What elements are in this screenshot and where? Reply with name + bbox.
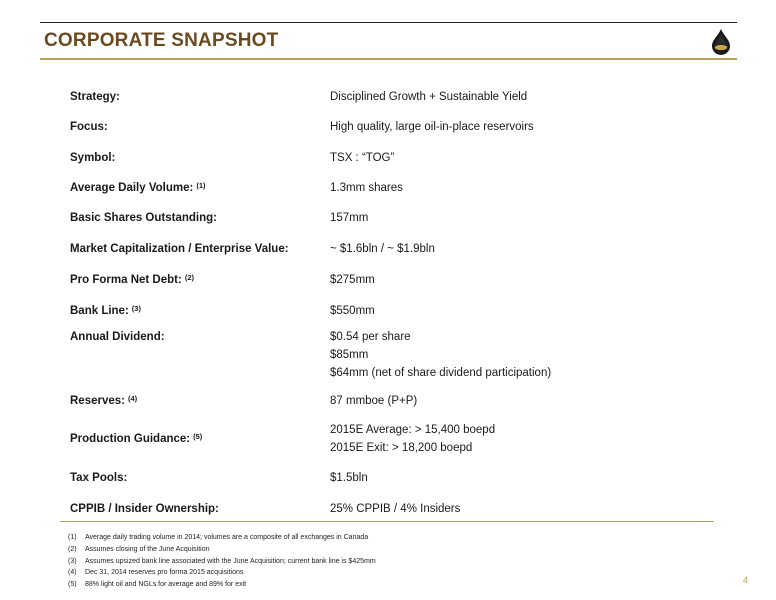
snapshot-label (70, 430, 202, 448)
snapshot-label-text: Market Capitalization / Enterprise Value: (70, 243, 289, 255)
footnote-text: Dec 31, 2014 reserves pro forma 2015 acquisitions (85, 569, 244, 577)
snapshot-label-text: Symbol: (70, 152, 116, 164)
snapshot-value-line: 87 mmboe (P+P) (330, 395, 418, 407)
snapshot-value-line: 2015E Average: > 15,400 boepd (330, 424, 496, 436)
snapshot-value-line: 157mm (330, 212, 369, 224)
snapshot-value-line: $85mm (330, 349, 369, 361)
page-title: CORPORATE SNAPSHOT (44, 30, 279, 51)
footnote-marker: (2) (184, 273, 194, 282)
snapshot-label-text: Focus: (70, 121, 108, 133)
snapshot-value-line: $1.5bln (330, 472, 368, 484)
snapshot-label-text: Annual Dividend: (70, 331, 165, 343)
page-number: 4 (743, 575, 749, 585)
footnote-marker: (4) (127, 394, 138, 403)
snapshot-label (70, 500, 219, 518)
footnote-text: Assumes upsized bank line associated with the June Acquisition; current bank line is $425mm (85, 557, 376, 565)
snapshot-value (330, 88, 527, 106)
snapshot-value (330, 118, 534, 136)
snapshot-label-text: Pro Forma Net Debt: (70, 274, 182, 286)
oil-drop-logo-icon (709, 28, 733, 56)
snapshot-value-line: $64mm (net of share dividend participation) (330, 367, 552, 379)
snapshot-value-line: $550mm (330, 305, 375, 317)
snapshot-value (330, 179, 403, 197)
snapshot-label (70, 328, 165, 346)
snapshot-label (70, 149, 115, 167)
snapshot-value-line: 1.3mm shares (330, 182, 403, 194)
snapshot-value (330, 469, 368, 487)
footnote-number: (3) (68, 557, 77, 565)
snapshot-label-text: Production Guidance: (70, 433, 191, 445)
snapshot-value (330, 328, 551, 382)
snapshot-value-line: 2015E Exit: > 18,200 boepd (330, 442, 473, 454)
snapshot-label (70, 88, 120, 106)
footnote-marker: (1) (196, 181, 206, 190)
snapshot-label-text: Average Daily Volume: (70, 182, 194, 194)
snapshot-label (70, 302, 141, 320)
snapshot-label-text: CPPIB / Insider Ownership: (70, 503, 219, 515)
snapshot-value-line: $275mm (330, 274, 375, 286)
snapshot-value-line: TSX : “TOG” (330, 152, 395, 164)
snapshot-value (330, 421, 495, 457)
top-rule (40, 22, 737, 23)
footnote-text: Assumes closing of the June Acquisition (85, 545, 210, 553)
snapshot-label-text: Strategy: (70, 91, 120, 103)
snapshot-label (70, 209, 217, 227)
snapshot-label (70, 271, 194, 289)
snapshot-label-text: Basic Shares Outstanding: (70, 212, 217, 224)
snapshot-value-line: $0.54 per share (330, 331, 411, 343)
snapshot-label (70, 240, 289, 258)
snapshot-value-line: Disciplined Growth + Sustainable Yield (330, 91, 528, 103)
snapshot-label (70, 179, 206, 197)
snapshot-label (70, 469, 127, 487)
snapshot-label-text: Bank Line: (70, 305, 129, 317)
title-underline (40, 58, 737, 60)
footnote-number: (4) (68, 569, 77, 577)
snapshot-value-line: 25% CPPIB / 4% Insiders (330, 503, 461, 515)
footnote-number: (2) (68, 545, 77, 553)
snapshot-label (70, 118, 108, 136)
footnote-marker: (5) (193, 432, 203, 441)
snapshot-label-text: Tax Pools: (70, 472, 128, 484)
footnote-rule (60, 521, 714, 522)
footnote-number: (1) (68, 534, 77, 541)
snapshot-label-text: Reserves: (70, 395, 125, 407)
snapshot-value (330, 149, 394, 167)
footnote-text: 88% light oil and NGLs for average and 89% for exit (85, 581, 247, 589)
snapshot-value (330, 392, 417, 410)
footnote-text: Average daily trading volume in 2014; volumes are a composite of all exchanges in Canada (85, 534, 369, 541)
snapshot-value (330, 302, 375, 320)
snapshot-label (70, 392, 137, 410)
snapshot-value (330, 271, 375, 289)
snapshot-value (330, 500, 460, 518)
footnote-number: (5) (68, 581, 77, 589)
snapshot-value-line: High quality, large oil-in-place reservoirs (330, 121, 534, 133)
footnote-marker: (3) (131, 304, 141, 313)
snapshot-value (330, 209, 368, 227)
snapshot-value-line: ~ $1.6bln / ~ $1.9bln (330, 243, 435, 255)
snapshot-value (330, 240, 435, 258)
